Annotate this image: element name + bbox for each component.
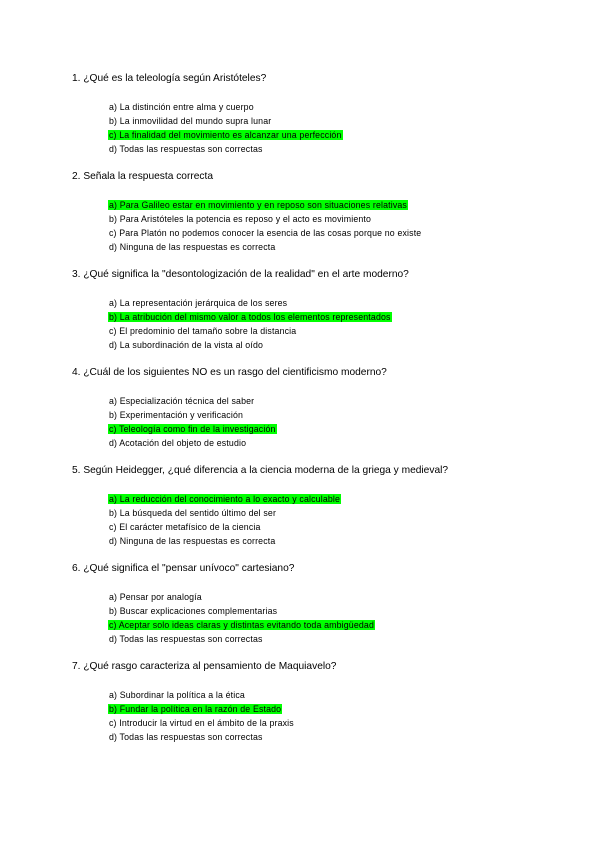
option-a: a) La distinción entre alma y cuerpo	[109, 102, 254, 112]
option-d: d) Todas las respuestas son correctas	[109, 732, 263, 742]
option-list	[108, 394, 277, 450]
option-d: d) Todas las respuestas son correctas	[109, 634, 263, 644]
question-text: 7. ¿Qué rasgo caracteriza al pensamiento de Maquiavelo?	[72, 661, 337, 672]
option-d: d) Todas las respuestas son correctas	[109, 144, 263, 154]
option-c-correct: c) Teleología como fin de la investigación	[109, 424, 276, 434]
question-6	[72, 562, 572, 644]
option-a: a) La representación jerárquica de los seres	[109, 298, 288, 308]
question-text: 6. ¿Qué significa el "pensar unívoco" cartesiano?	[72, 563, 295, 574]
question-4	[72, 366, 572, 448]
option-d: d) La subordinación de la vista al oído	[109, 340, 264, 350]
option-b-correct: b) Fundar la política en la razón de Estado	[109, 704, 282, 714]
option-list	[108, 100, 343, 156]
option-d: d) Ninguna de las respuestas es correcta	[109, 242, 276, 252]
option-c-correct: c) La finalidad del movimiento es alcanzar una perfección	[109, 130, 342, 140]
question-text: 2. Señala la respuesta correcta	[72, 171, 214, 182]
option-b: b) Para Aristóteles la potencia es reposo y el acto es movimiento	[109, 214, 372, 224]
option-c: c) El predominio del tamaño sobre la distancia	[109, 326, 297, 336]
question-text: 5. Según Heidegger, ¿qué diferencia a la ciencia moderna de la griega y medieval?	[72, 465, 449, 476]
option-d: d) Ninguna de las respuestas es correcta	[109, 536, 276, 546]
option-b: b) Experimentación y verificación	[109, 410, 244, 420]
option-b-correct: b) La atribución del mismo valor a todos los elementos representados	[109, 312, 391, 322]
option-c: c) Para Platón no podemos conocer la esencia de las cosas porque no existe	[109, 228, 422, 238]
question-5	[72, 464, 572, 546]
question-text: 4. ¿Cuál de los siguientes NO es un rasgo del cientificismo moderno?	[72, 367, 387, 378]
option-a: a) Pensar por analogía	[109, 592, 202, 602]
option-c-correct: c) Aceptar solo ideas claras y distintas evitando toda ambigüedad	[109, 620, 375, 630]
option-a: a) Especialización técnica del saber	[109, 396, 255, 406]
question-1	[72, 72, 572, 154]
question-2	[72, 170, 572, 252]
question-text: 1. ¿Qué es la teleología según Aristóteles?	[72, 73, 267, 84]
option-b: b) Buscar explicaciones complementarias	[109, 606, 278, 616]
option-list	[108, 492, 341, 548]
option-list	[108, 688, 295, 744]
option-b: b) La inmovilidad del mundo supra lunar	[109, 116, 272, 126]
question-7	[72, 660, 572, 742]
question-text: 3. ¿Qué significa la "desontologización de la realidad" en el arte moderno?	[72, 269, 409, 280]
question-3	[72, 268, 572, 350]
option-a-correct: a) La reducción del conocimiento a lo exacto y calculable	[109, 494, 341, 504]
option-list	[108, 198, 422, 254]
option-list	[108, 590, 375, 646]
option-c: c) Introducir la virtud en el ámbito de la praxis	[109, 718, 294, 728]
option-b: b) La búsqueda del sentido último del ser	[109, 508, 277, 518]
option-c: c) El carácter metafísico de la ciencia	[109, 522, 261, 532]
option-list	[108, 296, 392, 352]
option-d: d) Acotación del objeto de estudio	[109, 438, 247, 448]
option-a: a) Subordinar la política a la ética	[109, 690, 245, 700]
option-a-correct: a) Para Galileo estar en movimiento y en reposo son situaciones relativas	[109, 200, 407, 210]
